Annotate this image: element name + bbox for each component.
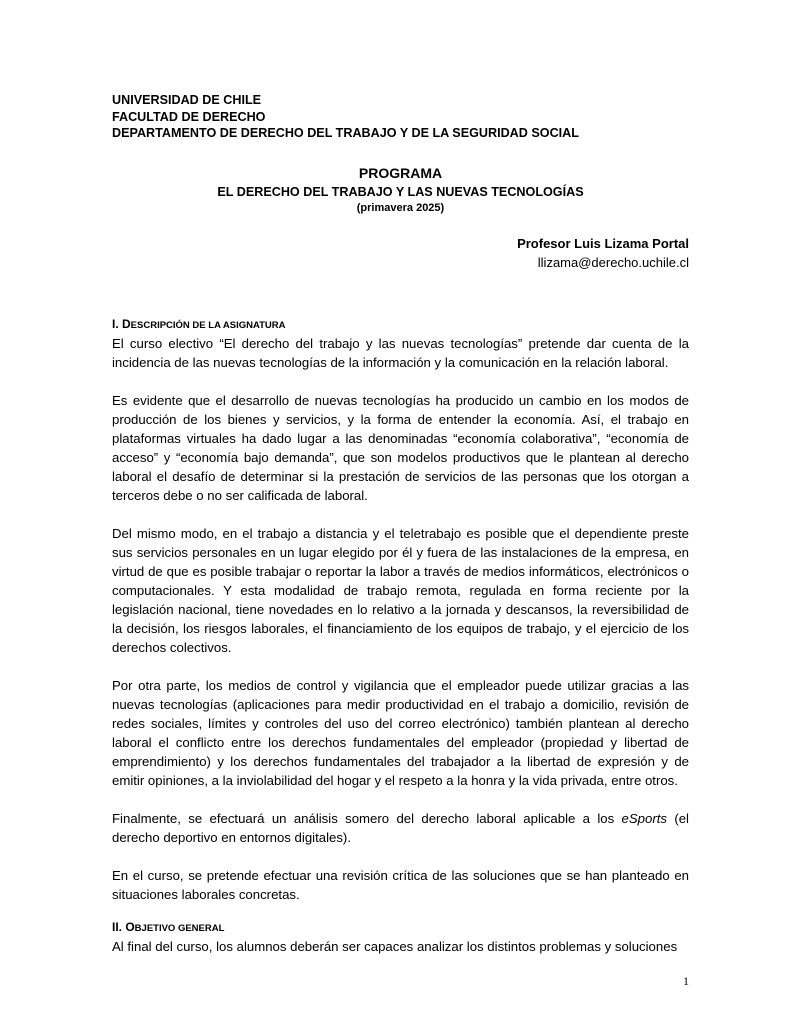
section-title-objective xyxy=(112,919,689,937)
professor-block xyxy=(112,234,689,272)
section-title-description xyxy=(112,316,689,334)
paragraph: Al final del curso, los alumnos deberán ser capaces analizar los distintos problemas y soluciones xyxy=(112,938,678,954)
paragraph: En el curso, se pretende efectuar una revisión crítica de las soluciones que se han planteado en situaciones laborales concretas. xyxy=(112,867,689,902)
professor-name: Profesor Luis Lizama Portal xyxy=(517,235,689,251)
department-name: DEPARTAMENTO DE DERECHO DEL TRABAJO Y DE LA SEGURIDAD SOCIAL xyxy=(112,126,579,140)
text-run: Finalmente, se efectuará un análisis somero del derecho laboral aplicable a los xyxy=(112,810,622,826)
paragraph: Por otra parte, los medios de control y vigilancia que el empleador puede utilizar gracias a las nuevas tecnologías (aplicaciones para medir productividad en el trabajo a domicilio, revisión de redes sociales, límites y controles del uso del correo electrónico) también plantean al derecho laboral el conflicto entre los derechos fundamentales del empleador (propiedad y libertad de emprendimiento) y los derechos fundamentales del trabajador a la libertad de expresión y de emitir opiniones, a la inviolabilidad del hogar y el respeto a la honra y la vida privada, entre otros. xyxy=(112,677,689,788)
university-name: UNIVERSIDAD DE CHILE xyxy=(112,93,262,107)
institution-header xyxy=(112,92,689,142)
document-title: PROGRAMA xyxy=(358,164,443,181)
course-term: (primavera 2025) xyxy=(356,201,445,214)
page-number: 1 xyxy=(683,974,689,988)
faculty-name: FACULTAD DE DERECHO xyxy=(112,109,266,124)
section-title-text: BJETIVO GENERAL xyxy=(134,922,225,934)
paragraph: El curso electivo “El derecho del trabajo y las nuevas tecnologías” pretende dar cuenta de la incidencia de las nuevas tecnologías de la información y la comunicación en la relación laboral. xyxy=(112,335,689,370)
section-number: II. O xyxy=(112,919,135,934)
document-page xyxy=(112,92,689,956)
paragraph: Es evidente que el desarrollo de nuevas tecnologías ha producido un cambio en los modos de producción de los bienes y servicios, y la forma de entender la economía. Así, el trabajo en plataformas virtuales ha dado lugar a las denominadas “economía colaborativa”, “economía de acceso” y “economía bajo demanda”, que son modelos productivos que le plantean al derecho laboral el desafío de determinar si la prestación de servicios de las personas que los otorgan a terceros debe o no ser calificada de laboral. xyxy=(112,392,689,503)
professor-email: llizama@derecho.uchile.cl xyxy=(537,254,689,270)
section-title-text: ESCRIPCIÓN DE LA ASIGNATURA xyxy=(130,319,286,331)
text-run: (el derecho deportivo en entornos digitales). xyxy=(112,810,689,845)
section-number: I. D xyxy=(112,316,131,331)
course-title: EL DERECHO DEL TRABAJO Y LAS NUEVAS TECNOLOGÍAS xyxy=(217,184,584,199)
paragraph-esports xyxy=(112,809,689,847)
paragraph: Del mismo modo, en el trabajo a distancia y el teletrabajo es posible que el dependiente preste sus servicios personales en un lugar elegido por él y fuera de las instalaciones de la empresa, en virtud de que es posible trabajar o reportar la labor a través de medios informáticos, electrónicos o computacionales. Y esta modalidad de trabajo remota, regulada en forma reciente por la legislación nacional, tiene novedades en lo relativo a la jornada y descansos, la reversibilidad de la decisión, los riesgos laborales, el financiamiento de los equipos de trabajo, y el ejercicio de los derechos colectivos. xyxy=(112,525,689,655)
italic-term: eSports xyxy=(621,810,667,826)
